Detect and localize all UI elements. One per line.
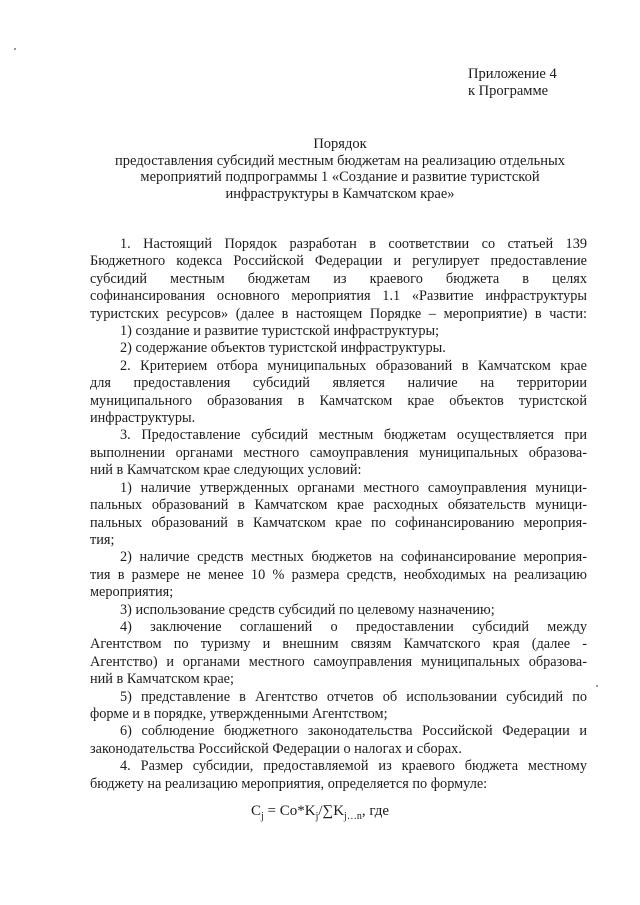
document-body bbox=[90, 236, 587, 793]
body-text-line: бюджету на реализацию мероприятия, определяется по формуле: bbox=[90, 775, 488, 792]
formula-tail: , где bbox=[361, 803, 390, 819]
body-text-line: тия в размере не менее 10 % размера средств, необходимых на реализацию bbox=[90, 566, 587, 583]
body-text-line: выполнении органами местного самоуправления муниципальных образова- bbox=[90, 444, 587, 461]
body-text-line: форме и в порядке, утвержденными Агентством; bbox=[90, 705, 388, 722]
body-text-line: 1) создание и развитие туристской инфраструктуры; bbox=[120, 323, 440, 340]
formula-sub-j2: j bbox=[315, 811, 319, 822]
body-text-line: туристских ресурсов» (далее в настоящем Порядке – мероприятие) в части: bbox=[90, 305, 587, 322]
body-text-line: 4) заключение соглашений о предоставлении субсидий между bbox=[120, 618, 587, 635]
body-text-line: софинансирования основного мероприятия 1.1 «Развитие инфраструктуры bbox=[90, 288, 587, 305]
body-text-line: инфраструктуры. bbox=[90, 410, 196, 427]
body-text-line: тия; bbox=[90, 531, 115, 548]
appendix-line-1: Приложение 4 bbox=[468, 66, 557, 82]
scan-speck bbox=[14, 48, 16, 50]
body-text-line: муниципального образования в Камчатском крае объектов туристской bbox=[90, 392, 587, 409]
body-text-line: мероприятия; bbox=[90, 584, 174, 601]
body-text-line: Бюджетного кодекса Российской Федерации и регулирует предоставление bbox=[90, 253, 587, 270]
body-text-line: 4. Размер субсидии, предоставляемой из краевого бюджета местному bbox=[120, 758, 587, 775]
appendix-reference bbox=[468, 66, 557, 100]
body-text-line: Агентством по туризму и внешним связям Камчатского края (далее - bbox=[90, 636, 587, 653]
heading-title: Порядок bbox=[313, 136, 367, 152]
body-text-line: ний в Камчатском крае; bbox=[90, 671, 235, 688]
body-text-line: 6) соблюдение бюджетного законодательства Российской Федерации и bbox=[120, 723, 587, 740]
body-text-line: 3) использование средств субсидий по целевому назначению; bbox=[120, 601, 495, 618]
heading-line-1: предоставления субсидий местным бюджетам на реализацию отдельных bbox=[114, 152, 566, 169]
body-text-line: Агентство) и органами местного самоуправления муниципальных образова- bbox=[90, 653, 587, 670]
formula-eq: = Co*K bbox=[263, 803, 316, 819]
formula bbox=[0, 802, 640, 826]
body-text-line: 2) содержание объектов туристской инфраструктуры. bbox=[120, 340, 446, 357]
formula-sub-j: j bbox=[260, 811, 264, 822]
body-text-line: 3. Предоставление субсидий местным бюджетам осуществляется при bbox=[120, 427, 587, 444]
body-text-line: ний в Камчатском крае следующих условий: bbox=[90, 462, 362, 479]
body-text-line: пальных образований в Камчатском крае по софинансированию мероприя- bbox=[90, 514, 587, 531]
body-text-line: 5) представление в Агентство отчетов об использовании субсидий по bbox=[120, 688, 587, 705]
body-text-line: пальных образований в Камчатском крае расходных обязательств муници- bbox=[90, 497, 587, 514]
formula-c: C bbox=[250, 803, 261, 819]
body-text-line: 1) наличие утвержденных органами местного самоуправления муници- bbox=[120, 479, 587, 496]
document-heading bbox=[100, 136, 580, 202]
heading-line-2: мероприятий подпрограммы 1 «Создание и развитие туристской bbox=[140, 169, 540, 186]
scan-speck bbox=[596, 685, 598, 687]
heading-line-3: инфраструктуры в Камчатском крае» bbox=[225, 185, 455, 202]
body-text-line: законодательства Российской Федерации о налогах и сборах. bbox=[90, 740, 462, 757]
formula-sum: /∑K bbox=[318, 803, 345, 819]
body-text-line: 1. Настоящий Порядок разработан в соответствии со статьей 139 bbox=[120, 236, 587, 252]
body-text-line: субсидий местным бюджетам из краевого бюджета в целях bbox=[90, 270, 587, 287]
body-text-line: 2) наличие средств местных бюджетов на софинансирование мероприя- bbox=[120, 549, 587, 566]
formula-sub-range: j…n bbox=[344, 811, 362, 822]
body-text-line: для предоставления субсидий является наличие на территории bbox=[90, 375, 587, 392]
appendix-line-2: к Программе bbox=[468, 83, 549, 99]
body-text-line: 2. Критерием отбора муниципальных образований в Камчатском крае bbox=[120, 357, 587, 374]
